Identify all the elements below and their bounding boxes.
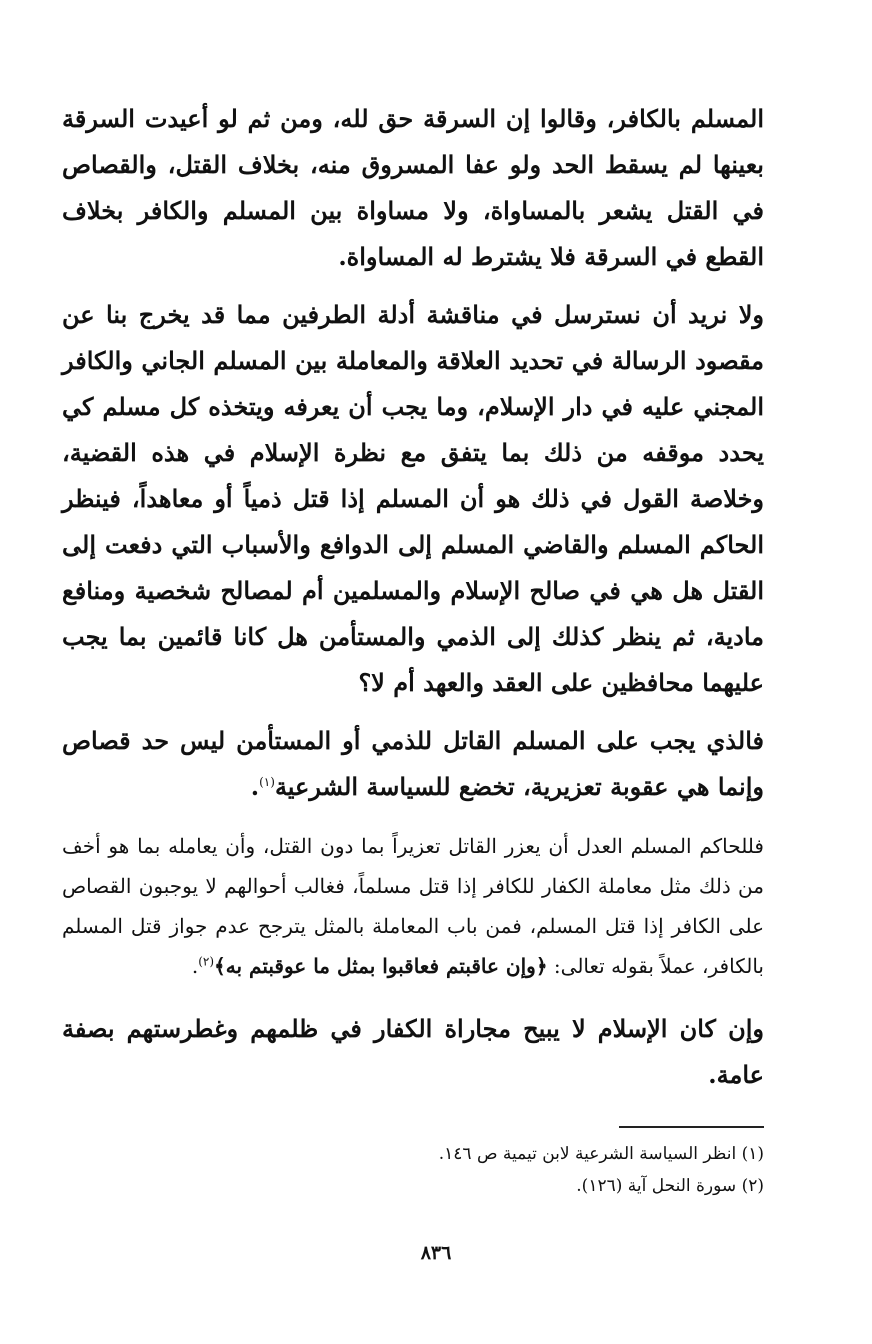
paragraph-2	[62, 292, 764, 706]
quran-quote: ﴿وإن عاقبتم فعاقبوا بمثل ما عوقبتم به﴾	[214, 954, 548, 978]
page-number: ٨٣٦	[420, 1242, 452, 1264]
paragraph-1-text: المسلم بالكافر، وقالوا إن السرقة حق لله، ومن ثم لو أعيدت السرقة بعينها لم يسقط الحد ولو عفا المسروق منه، بخلاف القتل، والقصاص في القتل يشعر بالمساواة، ولا مساواة بين المسلم والكافر بخلاف القطع في السرقة فلا يشترط له المساواة.	[62, 104, 764, 271]
paragraph-5	[62, 1006, 764, 1098]
footnote-2: (٢) سورة النحل آية (١٢٦).	[576, 1176, 764, 1196]
paragraph-4	[62, 826, 764, 986]
paragraph-5-text: وإن كان الإسلام لا يبيح مجاراة الكفار في ظلمهم وغطرستهم بصفة عامة.	[62, 1014, 764, 1089]
footnote-ref-1: (١)	[259, 775, 275, 789]
page-body	[62, 96, 764, 1098]
paragraph-2-text: ولا نريد أن نسترسل في مناقشة أدلة الطرفين مما قد يخرج بنا عن مقصود الرسالة في تحديد العلاقة والمعاملة بين المسلم الجاني والكافر المجني عليه في دار الإسلام، وما يجب أن يعرفه ويتخذه كل مسلم كي يحدد موقفه من ذلك بما يتفق مع نظرة الإسلام في هذه القضية، وخلاصة القول في ذلك هو أن المسلم إذا قتل ذمياً أو معاهداً، فينظر الحاكم المسلم والقاضي المسلم إلى الدوافع والأسباب التي دفعت إلى القتل هل هي في صالح الإسلام والمسلمين أم لمصالح شخصية ومنافع مادية، ثم ينظر كذلك إلى الذمي والمستأمن هل كانا قائمين بما يجب عليهما محافظين على العقد والعهد أم لا؟	[62, 300, 764, 697]
footnotes	[62, 1138, 764, 1202]
paragraph-3-tail: .	[250, 772, 260, 801]
paragraph-3-text: فالذي يجب على المسلم القاتل للذمي أو المستأمن ليس حد قصاص وإنما هي عقوبة تعزيرية، تخضع للسياسة الشرعية	[62, 726, 764, 801]
footnote-1: (١) انظر السياسة الشرعية لابن تيمية ص ١٤٦.	[438, 1144, 764, 1164]
footnote-separator	[619, 1126, 764, 1128]
paragraph-4-tail: .	[191, 954, 199, 978]
paragraph-3	[62, 718, 764, 810]
paragraph-4-text: فللحاكم المسلم العدل أن يعزر القاتل تعزيراً بما دون القتل، وأن يعامله بما هو أخف من ذلك مثل معاملة الكفار للكافر إذا قتل مسلماً، فغالب أحوالهم لا يوجبون القصاص على الكافر إذا قتل المسلم، فمن باب المعاملة بالمثل يترجح عدم جواز قتل المسلم بالكافر، عملاً بقوله تعالى:	[62, 834, 764, 978]
footnote-ref-2: (٢)	[198, 954, 215, 969]
paragraph-1	[62, 96, 764, 280]
